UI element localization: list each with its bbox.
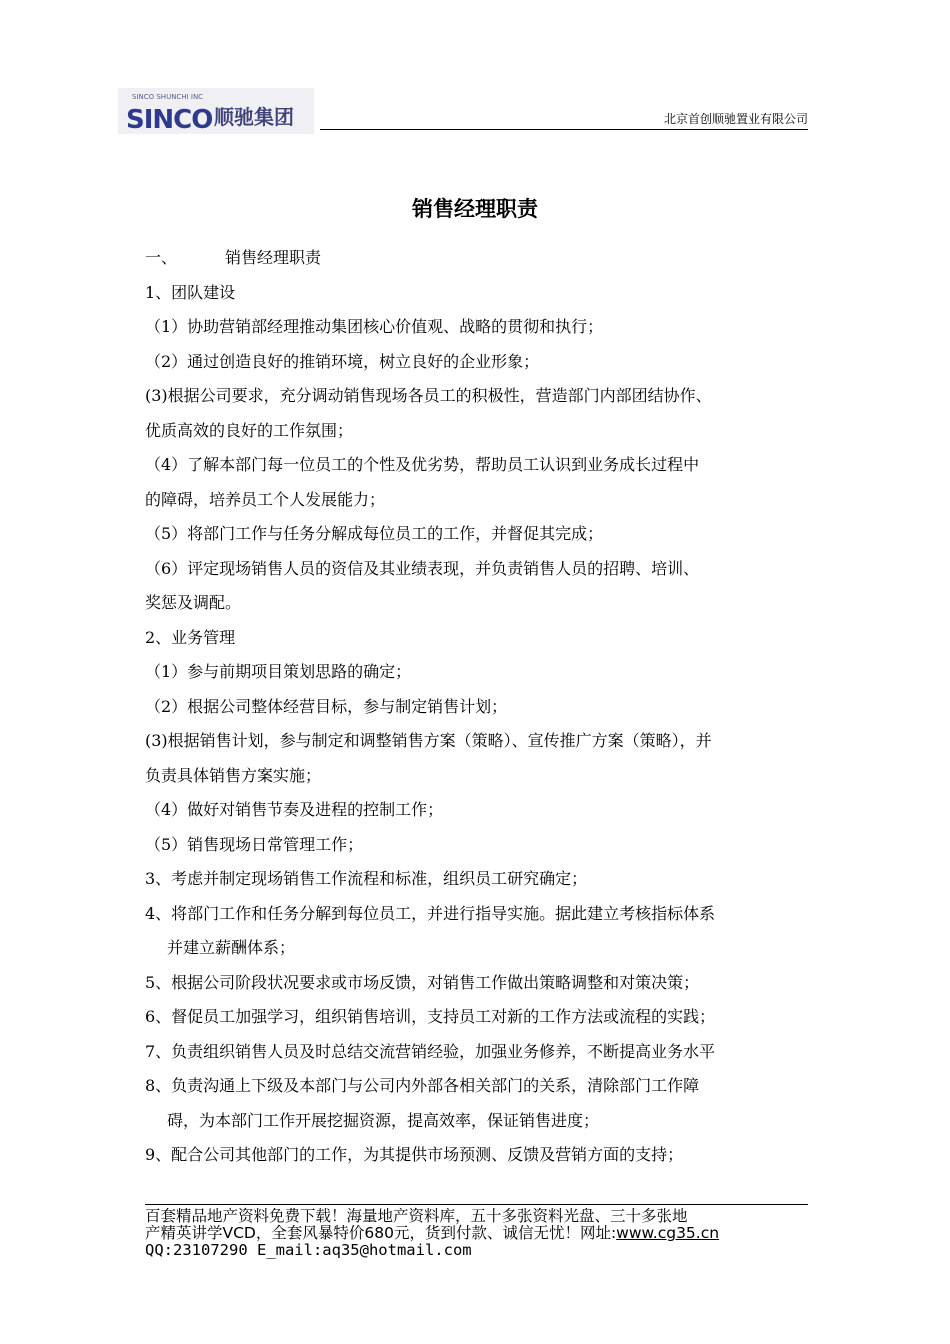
text-line: (3)根据销售计划，参与制定和调整销售方案（策略）、宣传推广方案（策略），并	[145, 731, 712, 750]
text-line: 优质高效的良好的工作氛围；	[145, 420, 354, 440]
website-link[interactable]: www.cg35.cn	[616, 1224, 720, 1242]
footer-line-1: 百套精品地产资料免费下载！海量地产资料库，五十多张资料光盘、三十多张地	[145, 1207, 688, 1225]
text-line: （6）评定现场销售人员的资信及其业绩表现，并负责销售人员的招聘、培训、	[145, 558, 700, 578]
text-line: （4）做好对销售节奏及进程的控制工作；	[145, 800, 444, 819]
company-logo	[118, 88, 314, 134]
footer-line-2	[145, 1225, 815, 1242]
text-line: 碍，为本部门工作开展挖掘资源，提高效率，保证销售进度；	[167, 1110, 600, 1130]
text-line: 8、负责沟通上下级及本部门与公司内外部各相关部门的关系，清除部门工作障	[145, 1076, 700, 1095]
text-line: （1）参与前期项目策划思路的确定；	[145, 662, 412, 681]
text-line: 的障碍，培养员工个人发展能力；	[145, 489, 386, 509]
company-name: 北京首创顺驰置业有限公司	[663, 112, 808, 126]
text-line: 1、团队建设	[145, 282, 236, 302]
footer-line-2-text: 产精英讲学VCD，全套风暴特价680元，货到付款、诚信无忧！网址:	[145, 1224, 617, 1242]
svg-text:SINCO SHUNCHI INC: SINCO SHUNCHI INC	[132, 93, 204, 101]
text-line: 6、督促员工加强学习，组织销售培训，支持员工对新的工作方法或流程的实践；	[145, 1007, 716, 1026]
svg-text:顺驰集团: 顺驰集团	[214, 105, 294, 129]
shunchi-logo-icon	[118, 88, 314, 134]
text-line: （5）销售现场日常管理工作；	[145, 834, 364, 854]
page-title: 销售经理职责	[412, 197, 538, 221]
document-body	[145, 241, 810, 1173]
text-line: 9、配合公司其他部门的工作，为其提供市场预测、反馈及营销方面的支持；	[145, 1145, 684, 1164]
text-line: 7、负责组织销售人员及时总结交流营销经验，加强业务修养，不断提高业务水平	[145, 1041, 716, 1061]
svg-text:SINCO: SINCO	[126, 105, 213, 134]
text-line: 4、将部门工作和任务分解到每位员工，并进行指导实施。据此建立考核指标体系	[145, 903, 716, 923]
footer	[145, 1208, 815, 1259]
footer-contact: QQ:23107290 E_mail:aq35@hotmail.com	[145, 1241, 472, 1259]
text-line: 3、考虑并制定现场销售工作流程和标准，组织员工研究确定；	[145, 869, 588, 888]
text-line: （4）了解本部门每一位员工的个性及优劣势，帮助员工认识到业务成长过程中	[145, 455, 700, 474]
text-line: 负责具体销售方案实施；	[145, 765, 322, 785]
text-line: （5）将部门工作与任务分解成每位员工的工作，并督促其完成；	[145, 524, 604, 543]
section-heading	[145, 241, 810, 276]
footer-divider	[145, 1204, 808, 1205]
section-title: 销售经理职责	[225, 248, 322, 267]
section-number: 一、	[145, 248, 178, 267]
text-line: 5、根据公司阶段状况要求或市场反馈，对销售工作做出策略调整和对策决策；	[145, 972, 700, 992]
text-line: （2）通过创造良好的推销环境，树立良好的企业形象；	[145, 351, 540, 371]
header-divider	[320, 129, 808, 130]
text-line: (3)根据公司要求，充分调动销售现场各员工的积极性，营造部门内部团结协作、	[145, 386, 712, 405]
text-line: （1）协助营销部经理推动集团核心价值观、战略的贯彻和执行；	[145, 317, 604, 336]
text-line: 奖惩及调配。	[145, 593, 242, 612]
text-line: （2）根据公司整体经营目标，参与制定销售计划；	[145, 696, 508, 716]
text-line: 并建立薪酬体系；	[167, 938, 296, 957]
text-line: 2、业务管理	[145, 627, 236, 647]
